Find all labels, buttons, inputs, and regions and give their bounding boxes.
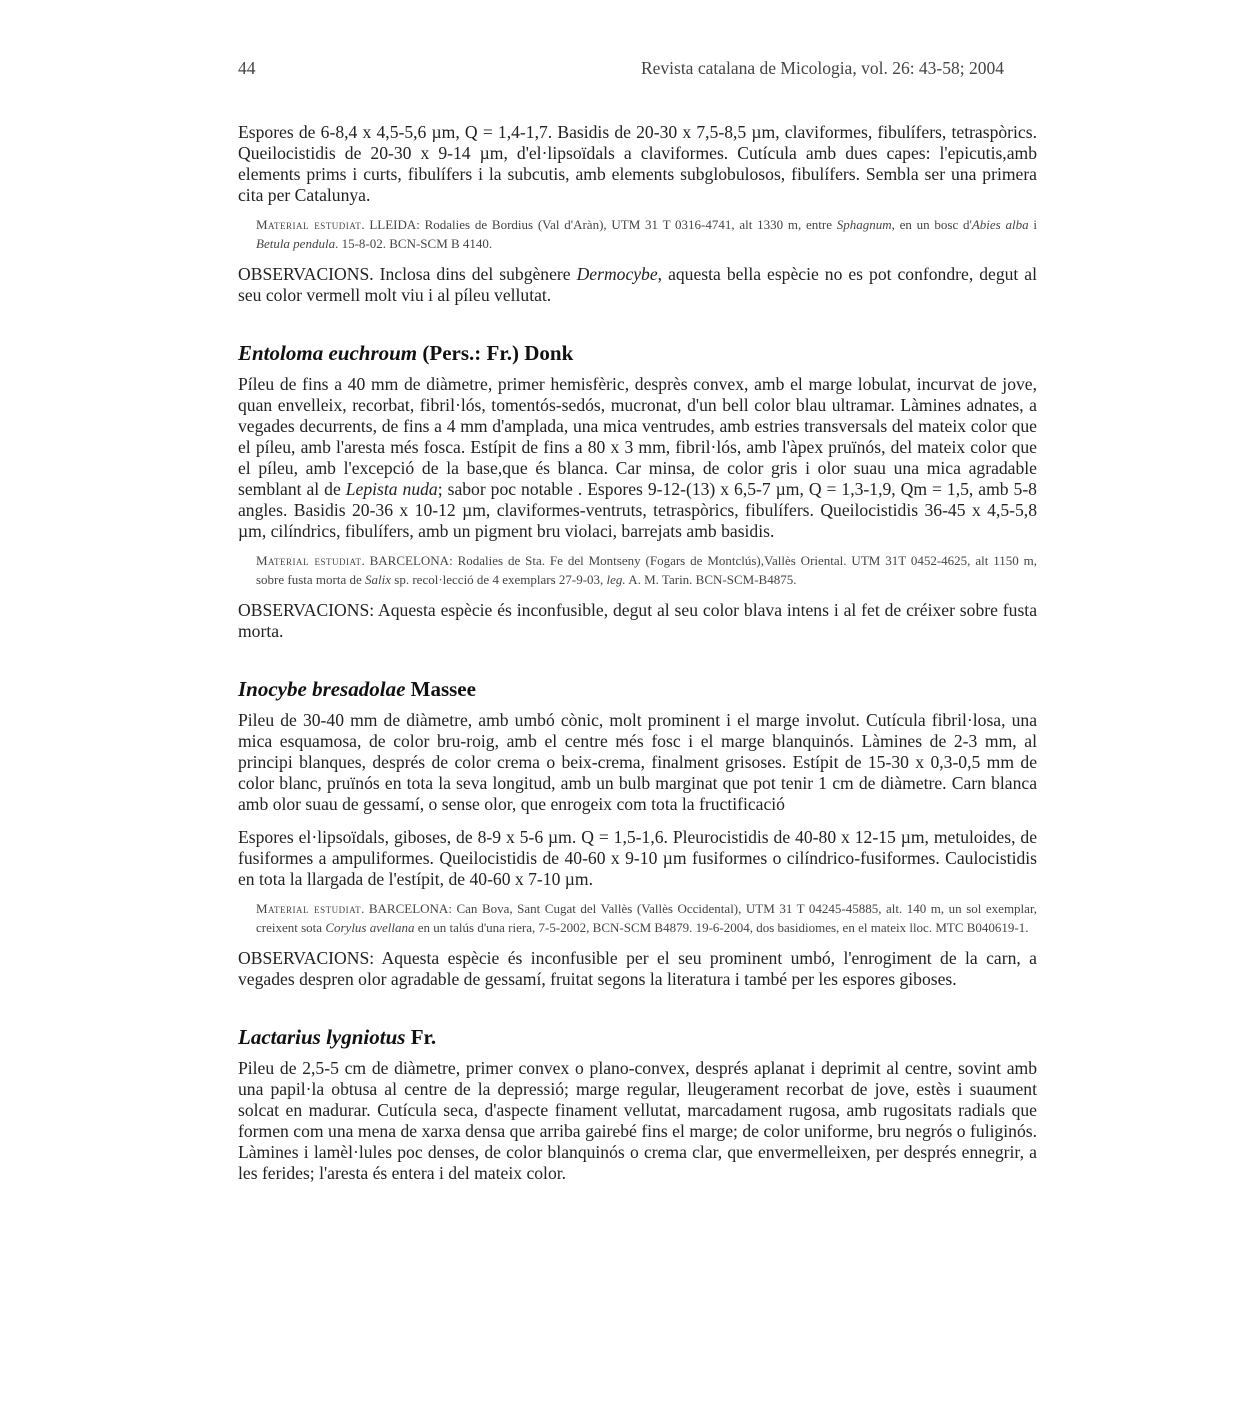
taxon-name: Sphagnum: [836, 217, 892, 232]
description-paragraph: Pileu de 30-40 mm de diàmetre, amb umbó cònic, molt prominent i el marge involut. Cutícula fibril·losa, una mica esquamosa, de color bru-roig, amb el centre més fosc i el marge blanquinós. Làmines de 2-3 mm, al principi blanques, després de color crema o beix-crema, finalment grisoses. Estípit de 15-30 x 0,3-0,5 mm de color blanc, pruïnós en tota la seva longitud, amb un bulb marginat que pot tenir 1 cm de diàmetre. Carn blanca amb olor suau de gessamí, o sense olor, que enrogeix com tota la fructificació: [238, 710, 1037, 814]
species-name: Entoloma euchroum: [238, 341, 418, 365]
observations-paragraph: OBSERVACIONS: Aquesta espècie és inconfusible, degut al seu color blava intens i al fet de créixer sobre fusta morta.: [238, 600, 1037, 641]
taxon-name: Betula pendula: [256, 235, 336, 251]
material-text: en un talús d'una riera, 7-5-2002, BCN-SCM B4879. 19-6-2004, dos basidiomes, en el mateix lloc. MTC B040619-1.: [414, 919, 1029, 935]
journal-citation: Revista catalana de Micologia, vol. 26: 43-58; 2004: [640, 58, 1004, 78]
material-text: i: [1028, 217, 1037, 232]
material-text: , en un bosc d': [891, 217, 972, 232]
article-body: [238, 122, 1037, 1184]
observations-paragraph: OBSERVACIONS: Aquesta espècie és inconfusible per el seu prominent umbó, l'enrogiment de la carn, a vegades despren olor agradable de gessamí, fruitat segons la literatura i també per les espores giboses.: [238, 948, 1037, 989]
description-paragraph: Espores de 6-8,4 x 4,5-5,6 µm, Q = 1,4-1,7. Basidis de 20-30 x 7,5-8,5 µm, claviformes, fibulífers, tetraspòrics. Queilocistidis de 20-30 x 9-14 µm, d'el·lipsoïdals a claviformes. Cutícula amb dues capes: l'epicutis,amb elements prims i curts, fibulífers i la subcutis, amb elements subglobulosos, fibulífers. Sembla ser una primera cita per Catalunya.: [238, 122, 1037, 205]
material-studied: [256, 900, 1037, 937]
species-section-entoloma: [238, 341, 1037, 642]
description-paragraph: [238, 374, 1037, 542]
species-author: (Pers.: Fr.) Donk: [417, 341, 574, 365]
material-text: . LLEIDA: Rodalies de Bordius (Val d'Aràn), UTM 31 T 0316-4741, alt 1330 m, entre: [361, 217, 837, 232]
species-section-inocybe: [238, 677, 1037, 990]
observations-paragraph: [238, 264, 1037, 306]
species-name: Inocybe bresadolae: [238, 677, 406, 701]
species-author: Fr.: [405, 1025, 437, 1049]
material-label: Material estudiat: [256, 901, 362, 916]
obs-text: , aquesta bella espècie no es pot confondre, degut al seu color vermell molt viu i al píleu vellutat.: [238, 264, 1037, 305]
desc-text: Píleu de fins a 40 mm de diàmetre, primer hemisfèric, desprès convex, amb el marge lobulat, incurvat de jove, quan envelleix, recorbat, fibril·lós, tomentós-sedós, mucronat, d'un bell color blau ultramar. Làmines adnates, a vegades decurrents, de fins a 4 mm d'amplada, una mica ventrudes, amb estries transversals del mateix color que el píleu, amb l'aresta més fosca. Estípit de fins a 80 x 3 mm, fibril·lós, amb l'àpex pruïnós, del mateix color que el píleu, amb l'excepció de la base,que és blanca. Car minsa, de color gris i olor suau una mica agradable semblant al de: [238, 374, 1037, 499]
obs-text: OBSERVACIONS. Inclosa dins del subgènere: [238, 264, 577, 284]
material-label: Material estudiat: [256, 217, 362, 232]
legit-abbrev: leg.: [606, 571, 626, 587]
material-text: . BARCELONA: Can Bova, Sant Cugat del Vallès (Vallès Occidental), UTM 31 T 04245-45885, alt. 140 m, un sol exemplar, creixent sota: [256, 901, 1037, 935]
material-text: . 15-8-02. BCN-SCM B 4140.: [335, 235, 493, 251]
species-section-lactarius: [238, 1025, 1037, 1184]
taxon-name: Abies alba: [971, 217, 1029, 232]
species-heading: [238, 677, 1037, 701]
species-heading: [238, 1025, 1037, 1049]
taxon-name: Dermocybe: [576, 264, 658, 284]
material-studied: [256, 552, 1037, 589]
description-paragraph: Pileu de 2,5-5 cm de diàmetre, primer convex o plano-convex, després aplanat i deprimit al centre, sovint amb una papil·la obtusa al centre de la depressió; marge regular, lleugerament recorbat de jove, estès i suaument solcat en madurar. Cutícula seca, d'aspecte finament vellutat, marcadament rugosa, amb rugositats radials que formen com una mena de xarxa densa que arriba gairebé fins el marge; de color uniforme, bru negrós o fuliginós. Làmines i lamèl·lules poc denses, de color blanquinós o crema clar, que envermelleixen, per després ennegrir, a les ferides; l'aresta és entera i del mateix color.: [238, 1058, 1037, 1183]
taxon-name: Corylus avellana: [325, 919, 415, 935]
material-text: . BARCELONA: Rodalies de Sta. Fe del Montseny (Fogars de Montclús),Vallès Oriental. UTM 31T 0452-4625, alt 1150 m, sobre fusta morta de: [256, 553, 1037, 587]
taxon-name: Lepista nuda: [345, 479, 438, 499]
desc-text: ; sabor poc notable . Espores 9-12-(13) x 6,5-7 µm, Q = 1,3-1,9, Qm = 1,5, amb 5-8 angles. Basidis 20-36 x 10-12 µm, claviformes-ventruts, tetraspòrics, fibulífers. Queilocistidis 36-45 x 4,5-5,8 µm, cilíndrics, fibulífers, amb un pigment bru violaci, barrejats amb basidis.: [238, 479, 1037, 541]
species-author: Massee: [405, 677, 476, 701]
page-number: 44: [238, 58, 256, 78]
material-text: A. M. Tarin. BCN-SCM-B4875.: [625, 571, 797, 587]
material-studied: [256, 216, 1037, 253]
species-name: Lactarius lygniotus: [238, 1025, 406, 1049]
material-text: sp. recol·lecció de 4 exemplars 27-9-03,: [391, 571, 607, 587]
microscopy-paragraph: Espores el·lipsoïdals, giboses, de 8-9 x 5-6 µm. Q = 1,5-1,6. Pleurocistidis de 40-80 x 12-15 µm, metuloides, de fusiformes a ampuliformes. Queilocistidis de 40-60 x 9-10 µm fusiformes o cilíndrico-fusiformes. Caulocistidis en tota la llargada de l'estípit, de 40-60 x 7-10 µm.: [238, 827, 1037, 889]
previous-species-section: [238, 122, 1037, 306]
taxon-name: Salix: [365, 571, 392, 587]
running-header: [238, 58, 1004, 82]
material-label: Material estudiat: [256, 553, 362, 568]
species-heading: [238, 341, 1037, 365]
